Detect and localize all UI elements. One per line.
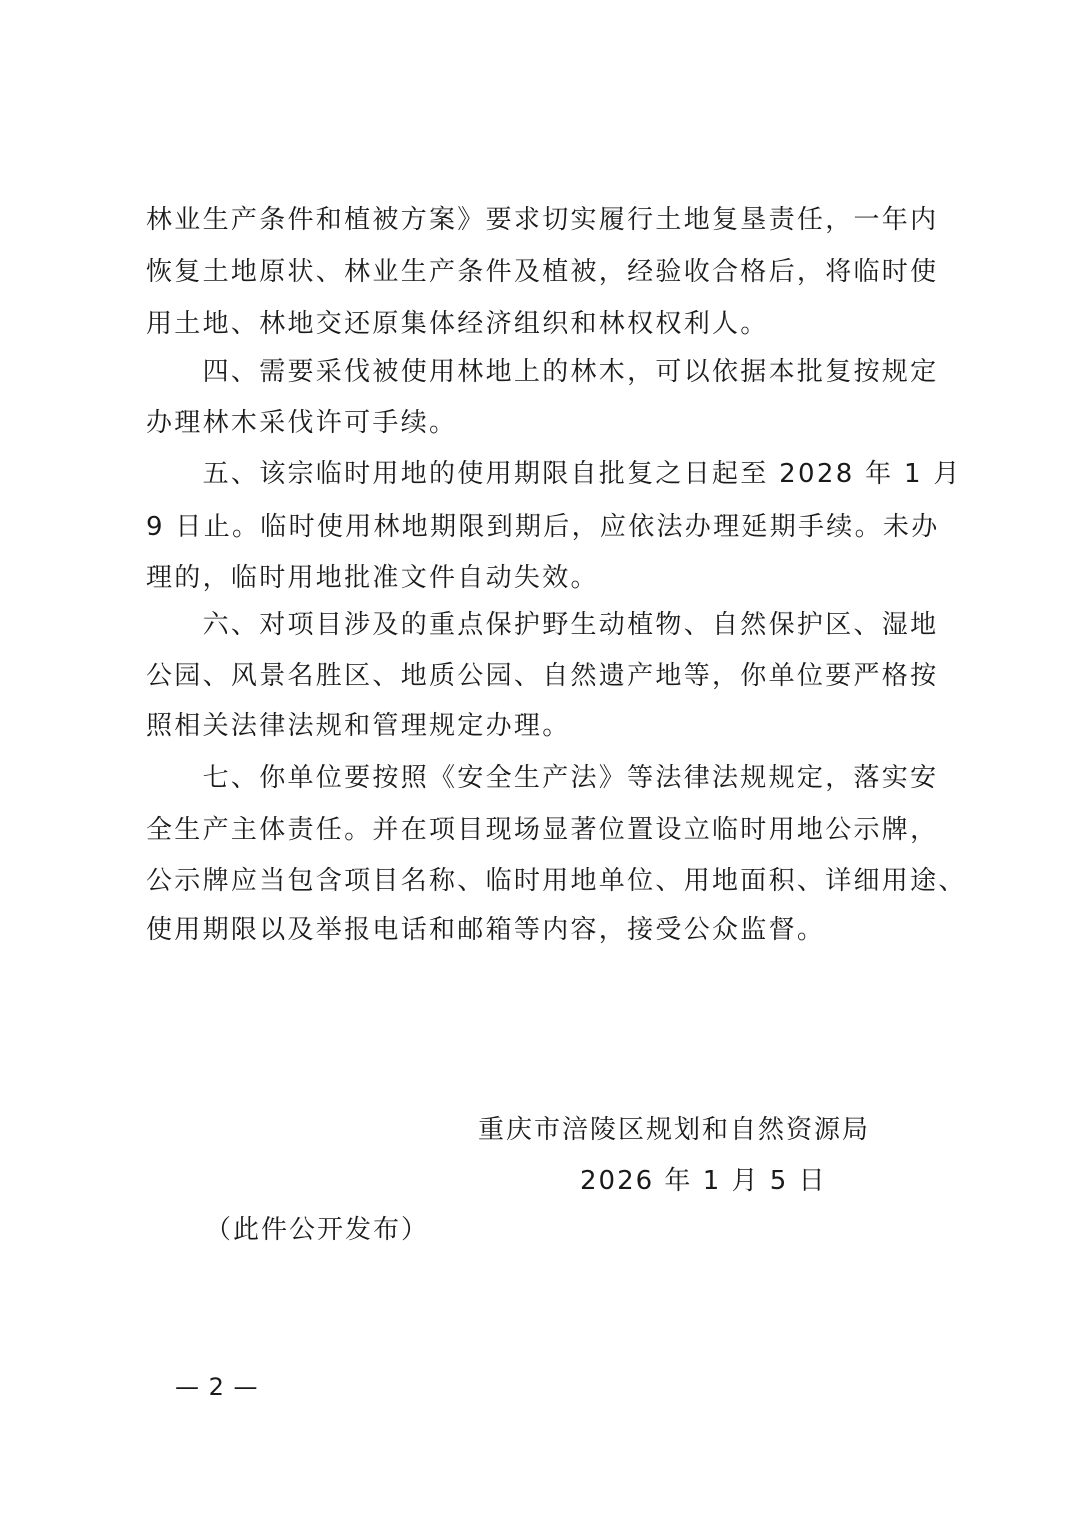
body-line: 七、你单位要按照《安全生产法》等法律法规规定，落实安: [146, 763, 939, 793]
body-line: 用土地、林地交还原集体经济组织和林权权利人。: [146, 309, 769, 339]
body-line: 六、对项目涉及的重点保护野生动植物、自然保护区、湿地: [146, 610, 939, 640]
body-line: 使用期限以及举报电话和邮箱等内容，接受公众监督。: [146, 915, 826, 945]
body-line: 公园、风景名胜区、地质公园、自然遗产地等，你单位要严格按: [146, 661, 939, 691]
body-line: 五、该宗临时用地的使用期限自批复之日起至 2028 年 1 月: [146, 459, 962, 489]
body-line: 林业生产条件和植被方案》要求切实履行土地复垦责任，一年内: [146, 205, 939, 235]
body-line: 四、需要采伐被使用林地上的林木，可以依据本批复按规定: [146, 357, 939, 387]
issue-date: 2026 年 1 月 5 日: [580, 1166, 827, 1196]
page-number: — 2 —: [175, 1373, 259, 1401]
body-line: 恢复土地原状、林业生产条件及植被，经验收合格后，将临时使: [146, 257, 939, 287]
body-line: 公示牌应当包含项目名称、临时用地单位、用地面积、详细用途、: [146, 866, 967, 896]
body-line: 全生产主体责任。并在项目现场显著位置设立临时用地公示牌，: [146, 815, 939, 845]
body-line: 9 日止。临时使用林地期限到期后，应依法办理延期手续。未办: [146, 512, 940, 542]
body-line: 理的，临时用地批准文件自动失效。: [146, 563, 599, 593]
publication-note: （此件公开发布）: [205, 1215, 430, 1245]
body-line: 办理林木采伐许可手续。: [146, 408, 458, 438]
body-line: 照相关法律法规和管理规定办理。: [146, 711, 571, 741]
issuer-name: 重庆市涪陵区规划和自然资源局: [478, 1115, 871, 1145]
